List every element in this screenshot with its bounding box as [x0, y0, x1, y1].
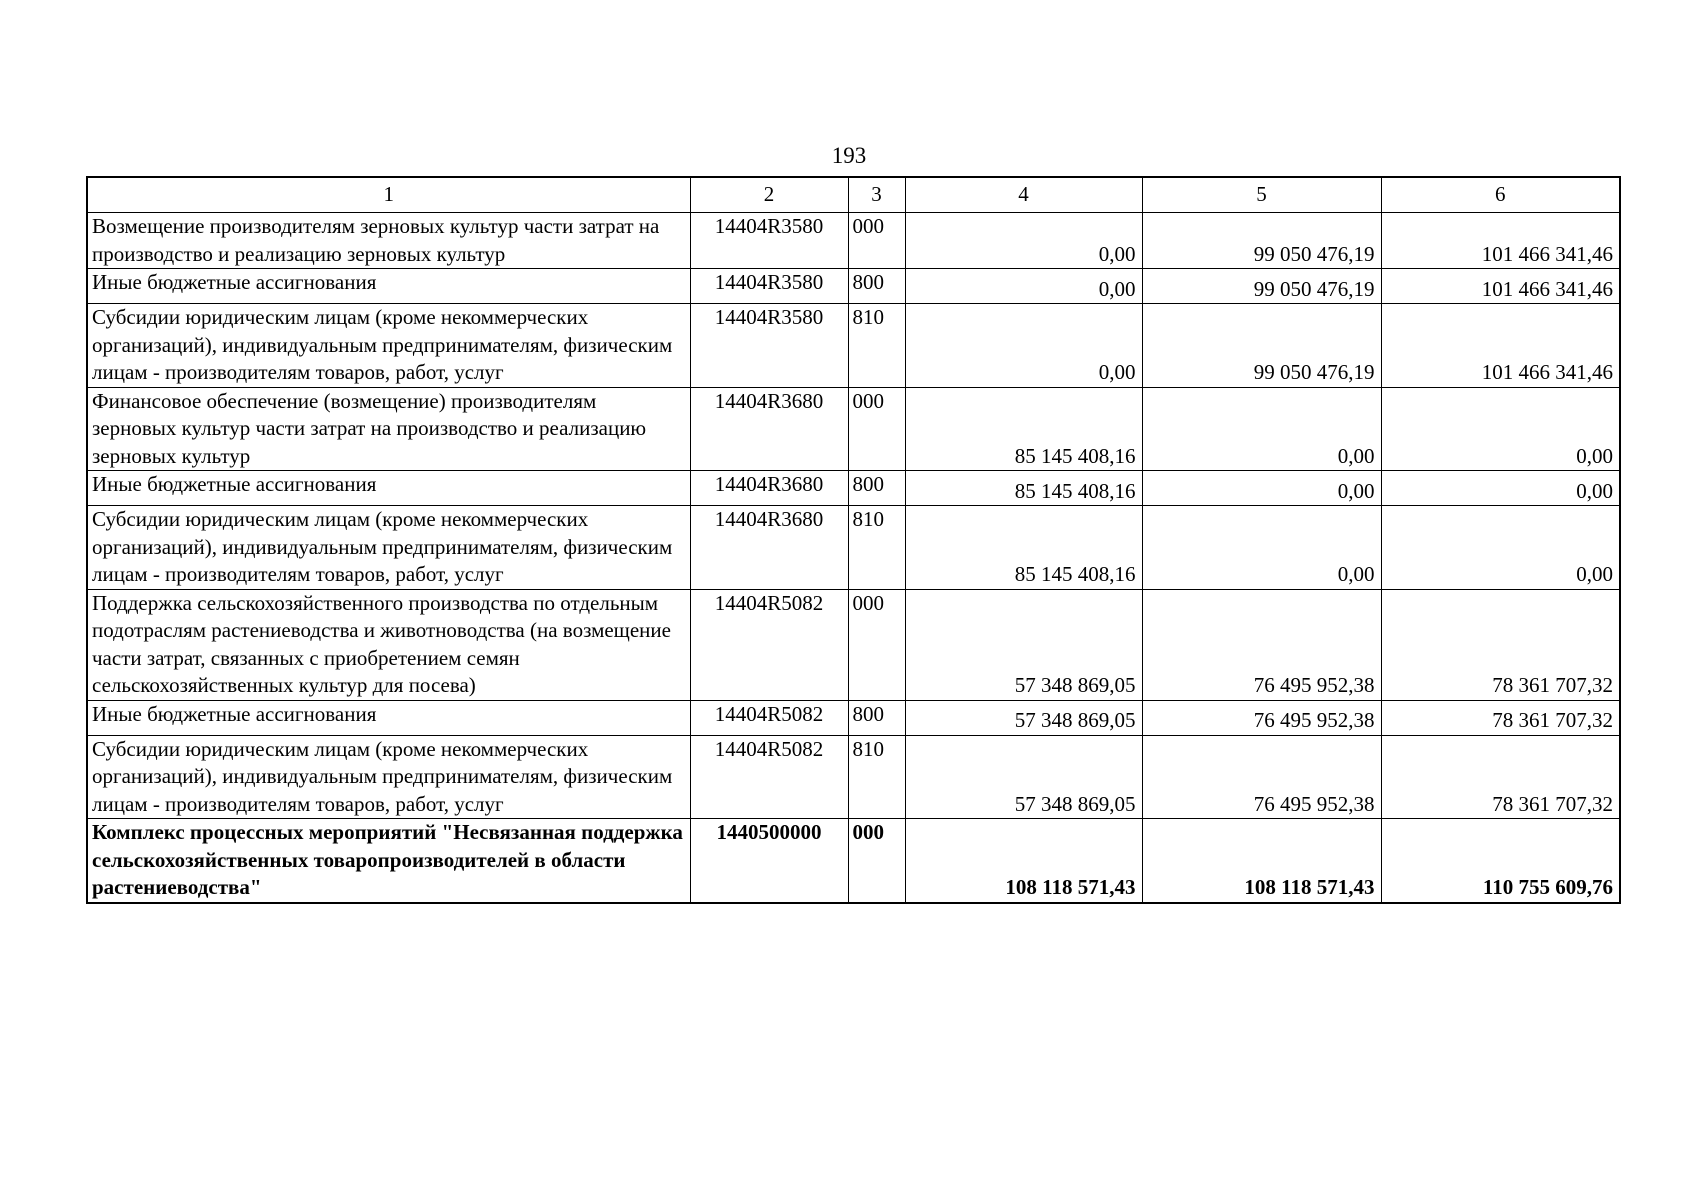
table-row: [87, 304, 1620, 388]
row-value-4: 57 348 869,05: [905, 700, 1142, 735]
row-code: 14404R5082: [690, 735, 848, 819]
row-code: 14404R3580: [690, 304, 848, 388]
row-value-6: 101 466 341,46: [1381, 304, 1620, 388]
table-row: [87, 735, 1620, 819]
row-name: Иные бюджетные ассигнования: [87, 471, 690, 506]
row-code: 14404R3680: [690, 471, 848, 506]
row-value-4: 85 145 408,16: [905, 387, 1142, 471]
row-value-5: 76 495 952,38: [1142, 589, 1381, 700]
column-header: 1: [87, 177, 690, 213]
row-value-5: 99 050 476,19: [1142, 213, 1381, 269]
row-kvr: 800: [848, 471, 905, 506]
row-code: 14404R5082: [690, 589, 848, 700]
row-value-5: 0,00: [1142, 506, 1381, 590]
row-value-5: 99 050 476,19: [1142, 304, 1381, 388]
row-code: 14404R3580: [690, 213, 848, 269]
row-kvr: 810: [848, 304, 905, 388]
row-kvr: 000: [848, 589, 905, 700]
row-value-4: 85 145 408,16: [905, 506, 1142, 590]
row-kvr: 000: [848, 387, 905, 471]
row-value-4: 0,00: [905, 269, 1142, 304]
row-value-6: 101 466 341,46: [1381, 269, 1620, 304]
table-row: [87, 471, 1620, 506]
row-value-5: 0,00: [1142, 387, 1381, 471]
row-name: Комплекс процессных мероприятий "Несвязанная поддержка сельскохозяйственных товаропроизводителей в области растениеводства": [87, 819, 690, 903]
table-row-total: [87, 819, 1620, 903]
row-code: 14404R3580: [690, 269, 848, 304]
row-value-5: 0,00: [1142, 471, 1381, 506]
row-value-6: 78 361 707,32: [1381, 700, 1620, 735]
table-row: [87, 387, 1620, 471]
row-value-6: 78 361 707,32: [1381, 735, 1620, 819]
row-code: 14404R3680: [690, 506, 848, 590]
column-header: 6: [1381, 177, 1620, 213]
row-value-4: 57 348 869,05: [905, 589, 1142, 700]
table-row: [87, 506, 1620, 590]
row-code: 14404R5082: [690, 700, 848, 735]
row-value-4: 0,00: [905, 304, 1142, 388]
row-value-4: 57 348 869,05: [905, 735, 1142, 819]
row-code: 1440500000: [690, 819, 848, 903]
row-kvr: 000: [848, 213, 905, 269]
row-value-5: 76 495 952,38: [1142, 735, 1381, 819]
row-value-6: 110 755 609,76: [1381, 819, 1620, 903]
row-value-5: 108 118 571,43: [1142, 819, 1381, 903]
row-value-5: 99 050 476,19: [1142, 269, 1381, 304]
table-row: [87, 700, 1620, 735]
row-kvr: 800: [848, 700, 905, 735]
row-name: Субсидии юридическим лицам (кроме некоммерческих организаций), индивидуальным предпринимателям, физическим лицам - производителям товаров, работ, услуг: [87, 735, 690, 819]
row-value-6: 101 466 341,46: [1381, 213, 1620, 269]
row-name: Субсидии юридическим лицам (кроме некоммерческих организаций), индивидуальным предпринимателям, физическим лицам - производителям товаров, работ, услуг: [87, 304, 690, 388]
table-row: [87, 213, 1620, 269]
row-value-4: 0,00: [905, 213, 1142, 269]
row-value-5: 76 495 952,38: [1142, 700, 1381, 735]
row-kvr: 000: [848, 819, 905, 903]
row-value-4: 85 145 408,16: [905, 471, 1142, 506]
budget-table: [86, 176, 1621, 904]
row-kvr: 800: [848, 269, 905, 304]
row-name: Финансовое обеспечение (возмещение) производителям зерновых культур части затрат на производство и реализацию зерновых культур: [87, 387, 690, 471]
column-header: 2: [690, 177, 848, 213]
row-code: 14404R3680: [690, 387, 848, 471]
table-header-row: [87, 177, 1620, 213]
table-row: [87, 269, 1620, 304]
row-value-6: 0,00: [1381, 387, 1620, 471]
row-name: Возмещение производителям зерновых культур части затрат на производство и реализацию зерновых культур: [87, 213, 690, 269]
column-header: 3: [848, 177, 905, 213]
column-header: 5: [1142, 177, 1381, 213]
row-name: Поддержка сельскохозяйственного производства по отдельным подотраслям растениеводства и животноводства (на возмещение части затрат, связанных с приобретением семян сельскохозяйственных культур для посева): [87, 589, 690, 700]
row-name: Субсидии юридическим лицам (кроме некоммерческих организаций), индивидуальным предпринимателям, физическим лицам - производителям товаров, работ, услуг: [87, 506, 690, 590]
column-header: 4: [905, 177, 1142, 213]
row-name: Иные бюджетные ассигнования: [87, 269, 690, 304]
page-number: 193: [831, 143, 867, 168]
row-value-6: 0,00: [1381, 471, 1620, 506]
row-value-6: 0,00: [1381, 506, 1620, 590]
row-kvr: 810: [848, 506, 905, 590]
row-value-4: 108 118 571,43: [905, 819, 1142, 903]
row-value-6: 78 361 707,32: [1381, 589, 1620, 700]
row-kvr: 810: [848, 735, 905, 819]
row-name: Иные бюджетные ассигнования: [87, 700, 690, 735]
table-row: [87, 589, 1620, 700]
